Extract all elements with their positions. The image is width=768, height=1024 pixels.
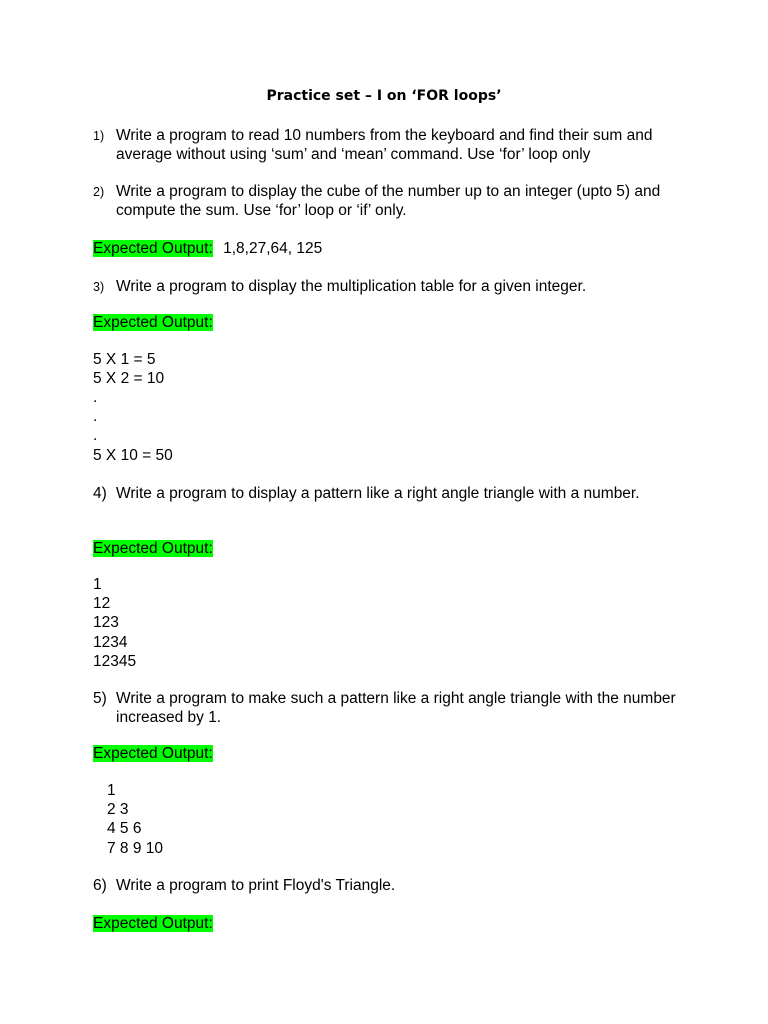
output-line: 12345 [93, 653, 137, 670]
question-5 [93, 689, 693, 727]
expected-output-q3 [93, 313, 213, 332]
question-text: Write a program to print Floyd's Triangle. [116, 877, 396, 894]
question-4 [93, 484, 693, 503]
question-number: 6) [93, 877, 107, 894]
output-line: 7 8 9 10 [107, 840, 164, 857]
question-text: Write a program to read 10 numbers from the keyboard and find their sum and average without using ‘sum’ and ‘mean’ command. Use ‘for’ loop only [116, 127, 653, 163]
question-number: 3) [93, 280, 105, 294]
question-1 [93, 126, 693, 164]
question-number: 4) [93, 485, 107, 502]
expected-output-q4 [93, 539, 213, 558]
expected-output-label: Expected Output: [93, 240, 213, 257]
output-line: 5 X 1 = 5 [93, 351, 156, 368]
expected-output-q5 [93, 744, 213, 763]
output-line: 1 [93, 576, 102, 593]
question-text: Write a program to display the multiplication table for a given integer. [116, 278, 587, 295]
question-6 [93, 876, 693, 895]
question-text: Write a program to display the cube of the number up to an integer (upto 5) and compute the sum. Use ‘for’ loop or ‘if’ only. [116, 183, 661, 219]
question-number: 2) [93, 185, 105, 199]
output-line: 1 [107, 782, 116, 799]
output-line: 12 [93, 595, 111, 612]
page-title: Practice set – I on ‘FOR loops’ [266, 88, 502, 104]
question-text: Write a program to display a pattern like a right angle triangle with a number. [116, 485, 640, 502]
output-line: . [93, 408, 98, 425]
output-line: 5 X 2 = 10 [93, 370, 165, 387]
expected-output-q2 [93, 239, 322, 258]
output-line: 1234 [93, 634, 128, 651]
expected-output-value: 1,8,27,64, 125 [223, 240, 323, 257]
expected-output-label: Expected Output: [93, 915, 213, 932]
expected-output-label: Expected Output: [93, 314, 213, 331]
question-2 [93, 182, 693, 220]
expected-output-label: Expected Output: [93, 540, 213, 557]
output-line: 5 X 10 = 50 [93, 447, 173, 464]
expected-output-label: Expected Output: [93, 745, 213, 762]
output-line: 2 3 [107, 801, 129, 818]
output-line: 123 [93, 614, 119, 631]
output-line: 4 5 6 [107, 820, 142, 837]
output-line: . [93, 427, 98, 444]
question-3 [93, 277, 693, 296]
question-number: 1) [93, 129, 105, 143]
question-text: Write a program to make such a pattern like a right angle triangle with the number increased by 1. [116, 690, 676, 726]
expected-output-q6 [93, 914, 213, 933]
question-number: 5) [93, 690, 107, 707]
output-line: . [93, 389, 98, 406]
